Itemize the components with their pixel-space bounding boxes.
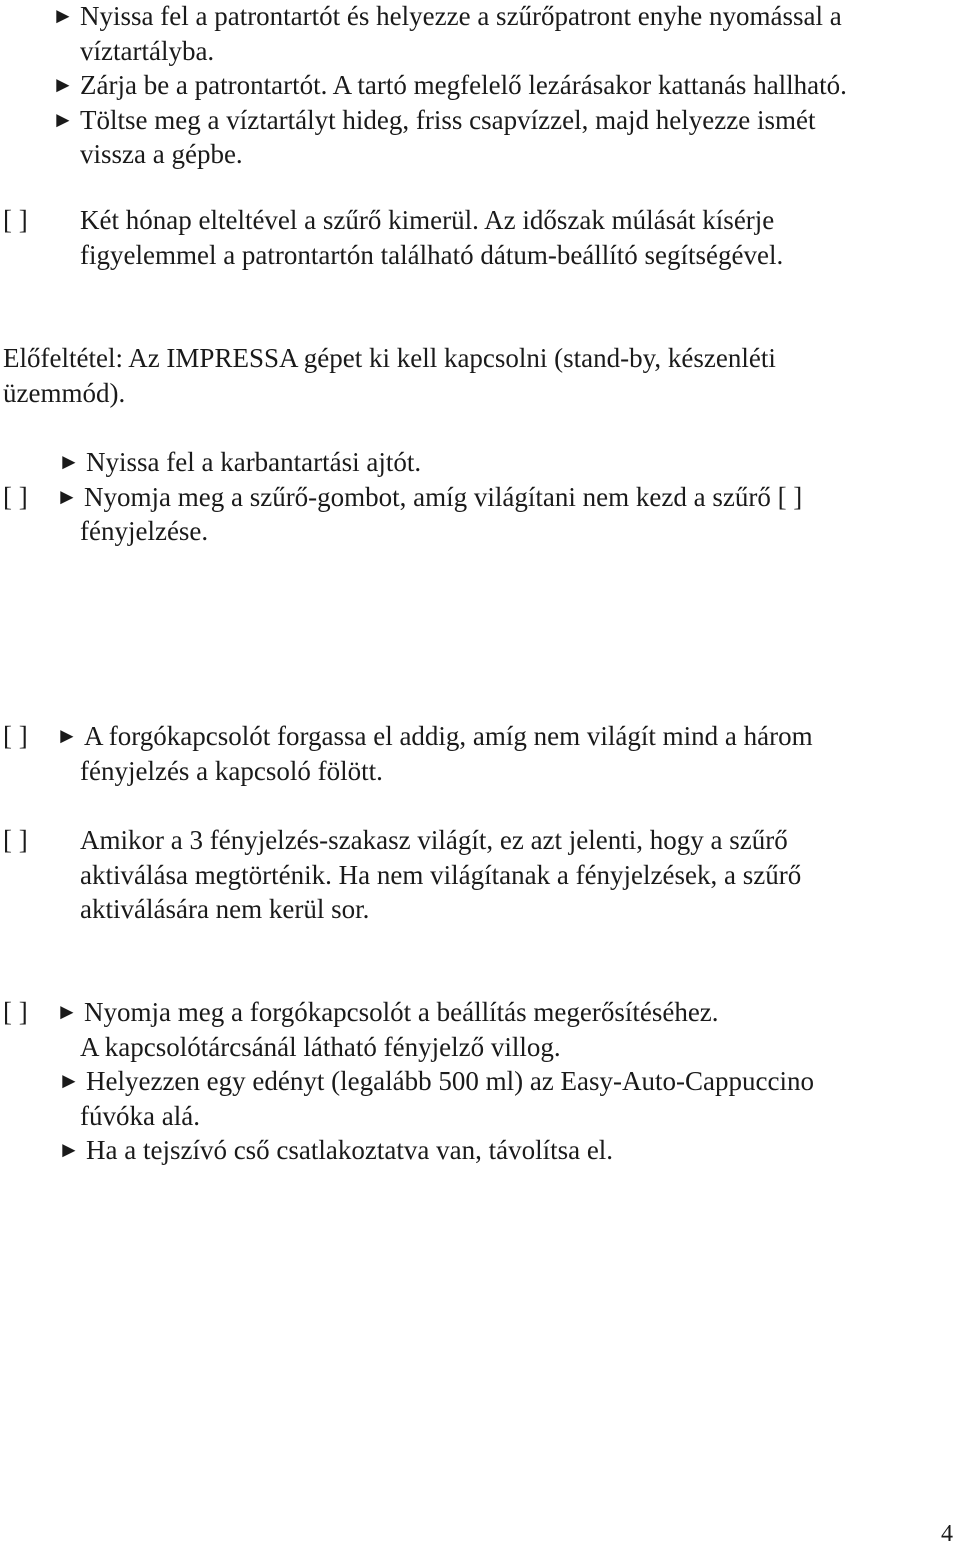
paragraph-line: [0, 341, 960, 376]
step-text: A forgókapcsolót forgassa el addig, amíg nem világít mind a három: [84, 721, 813, 751]
arrow-icon: ►: [52, 3, 74, 28]
arrow-icon: ►: [58, 1068, 80, 1093]
step-line: [0, 995, 960, 1030]
step-text: fúvóka alá.: [80, 1100, 200, 1131]
step-text: Nyomja meg a forgókapcsolót a beállítás megerősítéséhez.: [84, 997, 719, 1027]
step-text: Zárja be a patrontartót. A tartó megfelelő lezárásakor kattanás hallható.: [80, 70, 847, 100]
step-line: [0, 1064, 960, 1099]
step-line: [0, 719, 960, 754]
step-text: vissza a gépbe.: [80, 139, 243, 169]
step-text: Helyezzen egy edényt (legalább 500 ml) az Easy-Auto-Cappuccino: [86, 1066, 814, 1096]
step-line-continued: [0, 34, 960, 69]
filter-expiry-note: [0, 203, 960, 272]
step-text: Nyomja meg a szűrő-gombot, amíg világítani nem kezd a szűrő [ ]: [84, 481, 803, 512]
step-text: Ha a tejszívó cső csatlakoztatva van, távolítsa el.: [86, 1135, 614, 1165]
step-line-continued: [0, 1099, 960, 1134]
note-text: figyelemmel a patrontartón található dátum-beállító segítségével.: [80, 239, 784, 270]
step-line-continued: [0, 754, 960, 789]
note-line: [0, 823, 960, 858]
arrow-icon: ►: [56, 483, 78, 509]
note-line: [0, 238, 960, 273]
activation-note: [0, 823, 960, 927]
filter-insert-steps: [0, 0, 960, 172]
step-line: [0, 0, 960, 34]
image-placeholder-marker: [ ]: [3, 481, 28, 512]
arrow-icon: ►: [58, 1137, 80, 1162]
step-line-continued: [0, 1030, 960, 1065]
confirm-steps: [0, 995, 960, 1168]
paragraph-text: Előfeltétel: Az IMPRESSA gépet ki kell kapcsolni (stand-by, készenléti: [3, 343, 776, 373]
arrow-icon: ►: [52, 72, 74, 97]
note-text: Amikor a 3 fényjelzés-szakasz világít, ez azt jelenti, hogy a szűrő: [80, 825, 788, 855]
image-placeholder-marker: [ ]: [3, 997, 28, 1027]
step-line: [0, 1133, 960, 1168]
rotary-switch-step: [0, 719, 960, 788]
step-text: fényjelzése.: [80, 516, 209, 546]
note-text: aktiválására nem kerül sor.: [80, 894, 370, 924]
step-line: [0, 103, 960, 138]
prerequisite-paragraph: [0, 341, 960, 410]
paragraph-text: üzemmód).: [3, 377, 126, 408]
paragraph-line: [0, 376, 960, 411]
page-number: 4: [941, 1521, 953, 1547]
arrow-icon: ►: [58, 449, 80, 474]
note-line: [0, 203, 960, 238]
step-line: [0, 480, 960, 515]
note-line: [0, 858, 960, 893]
arrow-icon: ►: [56, 723, 78, 748]
arrow-icon: ►: [56, 999, 78, 1024]
step-text: Töltse meg a víztartályt hideg, friss csapvízzel, majd helyezze ismét: [80, 104, 816, 135]
step-text: Nyissa fel a patrontartót és helyezze a szűrőpatront enyhe nyomással a: [80, 1, 842, 31]
step-line-continued: [0, 514, 960, 549]
maintenance-door-steps: [0, 445, 960, 549]
step-text: víztartályba.: [80, 35, 215, 66]
image-placeholder-marker: [ ]: [3, 205, 28, 235]
note-text: Két hónap elteltével a szűrő kimerül. Az időszak múlását kísérje: [80, 205, 775, 235]
image-placeholder-marker: [ ]: [3, 825, 28, 855]
step-text: Nyissa fel a karbantartási ajtót.: [86, 447, 422, 477]
image-placeholder-marker: [ ]: [3, 721, 28, 751]
arrow-icon: ►: [52, 106, 74, 132]
note-line: [0, 892, 960, 927]
step-line-continued: [0, 137, 960, 172]
step-line: [0, 68, 960, 103]
note-text: aktiválása megtörténik. Ha nem világítanak a fényjelzések, a szűrő: [80, 859, 802, 890]
step-text: fényjelzés a kapcsoló fölött.: [80, 755, 383, 786]
step-text: A kapcsolótárcsánál látható fényjelző villog.: [80, 1031, 561, 1062]
step-line: [0, 445, 960, 480]
